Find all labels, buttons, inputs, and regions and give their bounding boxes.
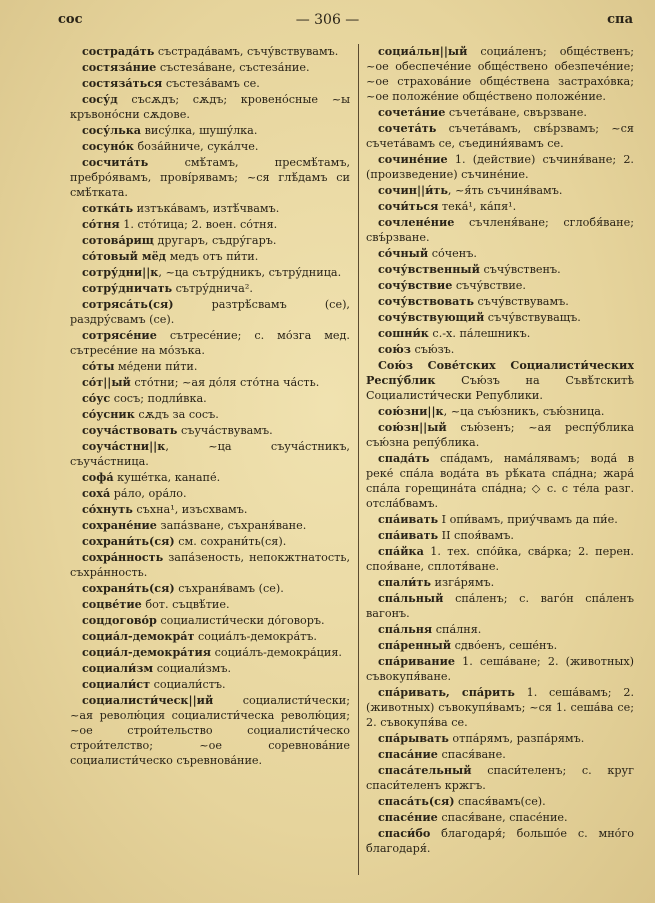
dictionary-entry bbox=[70, 297, 350, 327]
headword: сою́зни||к bbox=[378, 404, 444, 418]
dictionary-entry bbox=[366, 575, 634, 590]
headword: спа́ривание bbox=[378, 654, 455, 668]
headword: спа́ивать bbox=[378, 528, 439, 542]
dictionary-entry bbox=[70, 391, 350, 406]
headword: спа́йка bbox=[378, 544, 424, 558]
headword: социали́зм bbox=[82, 661, 154, 675]
definition: ра́ло, ора́ло. bbox=[110, 487, 187, 500]
definition: сътресе́ние; с. мо́зга мед. сътресе́ние на мо́зъка. bbox=[70, 329, 350, 357]
definition: благодаря́; большо́е с. мно́го благодаря́. bbox=[366, 827, 634, 855]
headword: сошни́к bbox=[378, 326, 429, 340]
headword: сою́з bbox=[378, 342, 411, 356]
dictionary-entry bbox=[366, 591, 634, 621]
dictionary-entry bbox=[70, 486, 350, 501]
headword: социа́л-демокра́т bbox=[82, 629, 195, 643]
dictionary-entry bbox=[366, 763, 634, 793]
dictionary-entry bbox=[366, 342, 634, 357]
dictionary-entry bbox=[366, 810, 634, 825]
definition: , ~ца сътру́дникъ, сътру́дница. bbox=[158, 266, 342, 279]
headword: соха́ bbox=[82, 486, 111, 500]
definition: 1. тех. спо́йка, сва́рка; 2. перен. споя́ване, сплотя́ване. bbox=[366, 545, 634, 573]
dictionary-entry bbox=[70, 407, 350, 422]
dictionary-entry bbox=[70, 328, 350, 358]
headword: сочин||и́ть bbox=[378, 183, 448, 197]
definition: сътру́днича². bbox=[172, 282, 253, 295]
definition: 1. сеша́вамъ; 2. (животных) съвокупя́вамъ; ~ся 1. сеша́ва се; 2. съвокупя́ва се. bbox=[366, 686, 634, 729]
headword: сочлене́ние bbox=[378, 215, 455, 229]
dictionary-entry bbox=[366, 246, 634, 261]
header-right-word: спа bbox=[607, 12, 633, 27]
definition: състрада́вамъ, съчу́вствувамъ. bbox=[154, 45, 339, 58]
dictionary-entry bbox=[366, 199, 634, 214]
dictionary-entry bbox=[70, 217, 350, 232]
headword: сотрясе́ние bbox=[82, 328, 157, 342]
definition: бот. съцвѣ́тие. bbox=[141, 598, 230, 611]
definition: сосъ; подли́вка. bbox=[110, 392, 207, 405]
headword: сочу́вственный bbox=[378, 262, 480, 276]
headword: состяза́ться bbox=[82, 76, 163, 90]
headword: спасе́ние bbox=[378, 810, 438, 824]
headword: сохраня́ть(ся) bbox=[82, 581, 175, 595]
right-column bbox=[366, 44, 634, 891]
definition: отпа́рямъ, разпа́рямъ. bbox=[448, 732, 585, 745]
dictionary-entry bbox=[366, 358, 634, 403]
headword: сосу́лька bbox=[82, 123, 142, 137]
definition: II споя́вамъ. bbox=[438, 529, 514, 542]
dictionary-entry bbox=[70, 155, 350, 200]
definition: , ~ца съуча́стникъ, съуча́стница. bbox=[70, 440, 350, 468]
headword: спаса́ние bbox=[378, 747, 438, 761]
headword: со́ты bbox=[82, 359, 115, 373]
definition: Съю́зъ на Съвѣ́тскитѣ Социалисти́чески Републики. bbox=[366, 374, 634, 402]
dictionary-entry bbox=[70, 265, 350, 280]
headword: сою́зн||ый bbox=[378, 420, 447, 434]
headword: спа́ренный bbox=[378, 638, 452, 652]
dictionary-entry bbox=[366, 451, 634, 511]
page-header bbox=[0, 12, 655, 36]
definition: со́ченъ. bbox=[428, 247, 477, 260]
definition: см. сохрани́ть(ся). bbox=[174, 535, 287, 548]
definition: запа́зеность, непокжтнатость, съхра́нность. bbox=[70, 551, 350, 579]
left-column bbox=[70, 44, 350, 891]
headword: спада́ть bbox=[378, 451, 430, 465]
dictionary-entry bbox=[70, 375, 350, 390]
definition: състеза́ване, състеза́ние. bbox=[156, 61, 310, 74]
dictionary-entry bbox=[70, 233, 350, 248]
definition: съчу́вствувамъ. bbox=[473, 295, 569, 308]
definition: съю́зъ. bbox=[410, 343, 455, 356]
dictionary-entry bbox=[366, 747, 634, 762]
definition: спа́лня. bbox=[432, 623, 482, 636]
definition: спася́вамъ(се). bbox=[454, 795, 546, 808]
definition: I опи́вамъ, приу́чвамъ да пи́е. bbox=[438, 513, 618, 526]
dictionary-entry bbox=[70, 470, 350, 485]
headword: соуча́стни||к bbox=[82, 439, 166, 453]
dictionary-entry bbox=[366, 544, 634, 574]
dictionary-entry bbox=[366, 404, 634, 419]
dictionary-entry bbox=[70, 249, 350, 264]
headword: Сою́з Сове́тских Социалисти́ческих Респу́блик bbox=[366, 358, 634, 387]
definition: спа́дамъ, нама́лявамъ; вода́ в реке́ спа́ла вода́та въ рѣ́ката спа́дна; жара́ спа́ла горещина́та спа́дна; ◇ с. с те́ла разг. отсла́бвамъ. bbox=[366, 452, 634, 510]
headword: спа́ивать bbox=[378, 512, 439, 526]
dictionary-entry bbox=[70, 423, 350, 438]
dictionary-entry bbox=[366, 152, 634, 182]
dictionary-entry bbox=[70, 44, 350, 59]
dictionary-entry bbox=[70, 281, 350, 296]
dictionary-entry bbox=[70, 60, 350, 75]
dictionary-entry bbox=[70, 693, 350, 768]
headword: соцдогово́р bbox=[82, 613, 157, 627]
dictionary-entry bbox=[70, 359, 350, 374]
header-left-word: сос bbox=[58, 12, 83, 27]
dictionary-entry bbox=[70, 597, 350, 612]
headword: сочине́ние bbox=[378, 152, 448, 166]
definition: сто́тни; ~ая до́ля сто́тна ча́сть. bbox=[130, 376, 320, 389]
definition: ме́дени пи́ти. bbox=[114, 360, 198, 373]
definition: разтрѣ́свамъ (се), раздру́свамъ (се). bbox=[70, 298, 350, 326]
definition: сдво́енъ, сеше́нъ. bbox=[451, 639, 558, 652]
dictionary-entry bbox=[366, 183, 634, 198]
dictionary-entry bbox=[70, 92, 350, 122]
dictionary-entry bbox=[70, 613, 350, 628]
definition: социалисти́чески; ~ая револю́ция социалисти́ческа револю́ция; ~ое строи́тельство социалисти́ческо строи́телство; ~ое соревнова́ние социалисти́ческо съревнова́ние. bbox=[70, 694, 350, 767]
headword: социа́л-демокра́тия bbox=[82, 645, 212, 659]
dictionary-entry bbox=[70, 581, 350, 596]
headword: сотру́дничать bbox=[82, 281, 173, 295]
headword: со́усник bbox=[82, 407, 135, 421]
dictionary-entry bbox=[70, 139, 350, 154]
definition: съчленя́ване; сглобя́ване; свъ́рзване. bbox=[366, 216, 634, 244]
column-divider bbox=[358, 44, 359, 875]
definition: съю́зенъ; ~ая респу́блика съю́зна репу́блика. bbox=[366, 421, 634, 449]
headword: спаса́ть(ся) bbox=[378, 794, 455, 808]
headword: сохрани́ть(ся) bbox=[82, 534, 175, 548]
definition: съхраня́вамъ (се). bbox=[174, 582, 284, 595]
headword: со́т||ый bbox=[82, 375, 131, 389]
dictionary-entry bbox=[366, 105, 634, 120]
dictionary-entry bbox=[366, 44, 634, 104]
headword: спа́ривать, спа́рить bbox=[378, 685, 515, 699]
dictionary-entry bbox=[70, 629, 350, 644]
definition: смѣ́тамъ, пресмѣ́тамъ, пребро́явамъ, прові́рявамъ; ~ся глѣ́дамъ си смѣ́тката. bbox=[70, 156, 350, 199]
headword: сочу́вствовать bbox=[378, 294, 474, 308]
definition: куше́тка, канапе́. bbox=[113, 471, 221, 484]
definition: спася́ване, спасе́ние. bbox=[437, 811, 568, 824]
headword: со́хнуть bbox=[82, 502, 133, 516]
definition: 1. сеша́ване; 2. (животных) съвокупя́ване. bbox=[366, 655, 634, 683]
definition: съчета́вамъ, свъ́рзвамъ; ~ся съчета́вамъ се, съедини́явамъ се. bbox=[366, 122, 634, 150]
dictionary-entry bbox=[70, 661, 350, 676]
definition: съчу́вствуващъ. bbox=[484, 311, 581, 324]
headword: сотряса́ть(ся) bbox=[82, 297, 174, 311]
headword: сотру́дни||к bbox=[82, 265, 159, 279]
headword: спаси́бо bbox=[378, 826, 431, 840]
dictionary-entry bbox=[70, 534, 350, 549]
definition: съчу́вствие. bbox=[452, 279, 526, 292]
dictionary-entry bbox=[366, 731, 634, 746]
headword: сочу́вствие bbox=[378, 278, 453, 292]
headword: соуча́ствовать bbox=[82, 423, 178, 437]
definition: другаръ, съдру́гаръ. bbox=[153, 234, 277, 247]
dictionary-entry bbox=[366, 262, 634, 277]
headword: сочета́ние bbox=[378, 105, 446, 119]
definition: спася́ване. bbox=[437, 748, 506, 761]
headword: со́товый мёд bbox=[82, 249, 167, 263]
dictionary-entry bbox=[70, 76, 350, 91]
dictionary-entry bbox=[366, 420, 634, 450]
headword: со́ус bbox=[82, 391, 111, 405]
dictionary-entry bbox=[366, 528, 634, 543]
dictionary-entry bbox=[366, 215, 634, 245]
dictionary-entry bbox=[366, 638, 634, 653]
definition: спа́ленъ; с. ваго́н спа́ленъ вагонъ. bbox=[366, 592, 634, 620]
definition: с.-х. па́лешникъ. bbox=[428, 327, 531, 340]
dictionary-entry bbox=[70, 677, 350, 692]
definition: вису́лка, шушу́лка. bbox=[141, 124, 258, 137]
definition: социали́стъ. bbox=[150, 678, 226, 691]
definition: социа́лъ-демокра́ция. bbox=[211, 646, 342, 659]
definition: , ~я́ть съчиня́вамъ. bbox=[447, 184, 563, 197]
dictionary-entry bbox=[366, 278, 634, 293]
headword: сосу́д bbox=[82, 92, 118, 106]
dictionary-entry bbox=[366, 685, 634, 730]
dictionary-entry bbox=[366, 512, 634, 527]
dictionary-entry bbox=[70, 123, 350, 138]
definition: запа́зване, съхраня́ване. bbox=[156, 519, 307, 532]
dictionary-entry bbox=[366, 654, 634, 684]
definition: изтъка́вамъ, изтѣ́чвамъ. bbox=[133, 202, 280, 215]
definition: , ~ца съю́зникъ, съю́зница. bbox=[443, 405, 605, 418]
definition: медъ отъ пи́ти. bbox=[166, 250, 259, 263]
definition: съхна¹, изъсхвамъ. bbox=[132, 503, 248, 516]
headword: социа́льн||ый bbox=[378, 44, 468, 58]
headword: сохране́ние bbox=[82, 518, 157, 532]
definition: 1. сто́тица; 2. воен. со́тня. bbox=[119, 218, 278, 231]
page-number: — 306 — bbox=[295, 12, 360, 28]
headword: социалисти́ческ||ий bbox=[82, 693, 214, 707]
definition: изга́рямъ. bbox=[430, 576, 495, 589]
headword: сочета́ть bbox=[378, 121, 437, 135]
headword: сохра́нность bbox=[82, 550, 164, 564]
headword: сосуно́к bbox=[82, 139, 134, 153]
definition: тека́¹, ка́пя¹. bbox=[438, 200, 517, 213]
dictionary-entry bbox=[70, 645, 350, 660]
definition: 1. (действие) съчиня́ване; 2. (произведение) съчине́ние. bbox=[366, 153, 634, 181]
headword: спали́ть bbox=[378, 575, 431, 589]
definition: съчу́вственъ. bbox=[479, 263, 561, 276]
headword: сотка́ть bbox=[82, 201, 134, 215]
dictionary-entry bbox=[70, 439, 350, 469]
dictionary-entry bbox=[70, 502, 350, 517]
dictionary-entry bbox=[366, 310, 634, 325]
headword: со́чный bbox=[378, 246, 429, 260]
dictionary-entry bbox=[70, 518, 350, 533]
headword: сотова́рищ bbox=[82, 233, 154, 247]
dictionary-entry bbox=[70, 201, 350, 216]
headword: спа́рывать bbox=[378, 731, 449, 745]
headword: со́тня bbox=[82, 217, 120, 231]
headword: спа́льный bbox=[378, 591, 444, 605]
dictionary-entry bbox=[70, 550, 350, 580]
headword: состяза́ние bbox=[82, 60, 157, 74]
headword: спа́льня bbox=[378, 622, 433, 636]
headword: сосчита́ть bbox=[82, 155, 149, 169]
definition: състеза́вамъ се. bbox=[162, 77, 260, 90]
headword: соцве́тие bbox=[82, 597, 142, 611]
definition: спаси́теленъ; с. круг спаси́теленъ кржгъ. bbox=[366, 764, 634, 792]
dictionary-entry bbox=[366, 326, 634, 341]
headword: сочу́вствующий bbox=[378, 310, 485, 324]
dictionary-entry bbox=[366, 794, 634, 809]
definition: социа́ленъ; обще́ственъ; ~ое обеспече́ние обще́ствено обезпече́ние; ~ое страхова́ние обще́ствена застрахо́вка; ~ое положе́ние обще́ствено положе́ние. bbox=[366, 45, 634, 103]
definition: съчета́ване, свързване. bbox=[445, 106, 587, 119]
headword: социали́ст bbox=[82, 677, 151, 691]
headword: спаса́тельный bbox=[378, 763, 472, 777]
dictionary-entry bbox=[366, 121, 634, 151]
headword: сочи́ться bbox=[378, 199, 439, 213]
definition: сѫдъ за сосъ. bbox=[134, 408, 219, 421]
dictionary-entry bbox=[366, 294, 634, 309]
headword: софа́ bbox=[82, 470, 114, 484]
definition: съуча́ствувамъ. bbox=[177, 424, 273, 437]
definition: социали́змъ. bbox=[153, 662, 232, 675]
definition: социа́лъ-демокра́тъ. bbox=[194, 630, 317, 643]
headword: сострада́ть bbox=[82, 44, 155, 58]
definition: съсѫдъ; сѫдъ; кровено́сные ~ы кръвоно́сни сѫдове. bbox=[70, 93, 350, 121]
definition: боза́йниче, сука́лче. bbox=[133, 140, 259, 153]
definition: социалисти́чески до́говоръ. bbox=[156, 614, 325, 627]
dictionary-entry bbox=[366, 826, 634, 856]
dictionary-entry bbox=[366, 622, 634, 637]
